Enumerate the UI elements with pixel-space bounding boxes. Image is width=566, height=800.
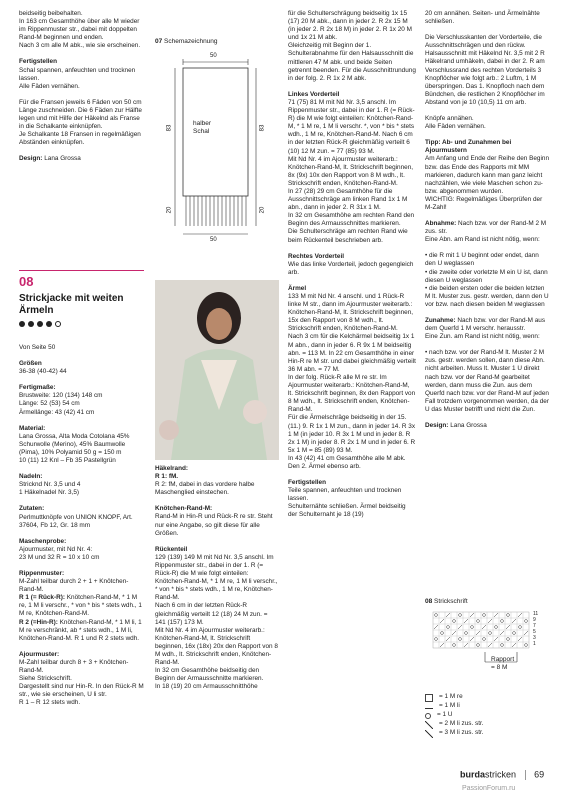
chart-row-label: 3 (533, 635, 536, 641)
rib-r2-label: R 2 (=Hin-R): (19, 618, 58, 626)
edge-r1: R 1: fM. (155, 473, 179, 481)
stitch-chart (425, 598, 550, 737)
watermark: PassionForum.ru (462, 785, 516, 792)
legend-text: = 2 M li zus. str. (439, 720, 484, 728)
pattern-title: Strickjacke mit weiten Ärmeln (19, 293, 124, 316)
left-front-text: 71 (75) 81 M mit Nd Nr. 3,5 anschl. Im Rippenmuster str., dabei in der 1. R (= Rück-R) die M wie folgt einteilen: Knötchen-Rand-M, * 1 M re, 1 M li verschr. *, von * bis * stets wdh., 1 M re, Knötchen-Rand-M. Nach 6 cm in der letzten Rück-R gleichmäßig verteilt 6 (10) 12 M zun. = 77 (85) 93 M. Mit Nd Nr. 4 im Ajourmuster weiterarb.: Knötchen-Rand-M, lt. Strickschrift beginnen, 8x (9x) 10x den Rapport von 8 M wdh., lt. Strickschrift enden, Knötchen-Rand-M. In 27 (28) 29 cm Gesamthöhe für die Ausschnittschräge am linken Rand 1x 1 M abn., dann in jeder 2. R 31x 1 M. In 32 cm Gesamthöhe am rechten Rand den Beginn des Armausschnittes markieren. Die Schulterschräge am rechten Rand wie beim Rückenteil beschrieben arb. (288, 98, 415, 244)
rapport-text: Rapport (491, 656, 515, 663)
tip-text: Am Anfang und Ende der Reihe den Beginn bzw. das Ende des Rapports mit MM markieren, dadurch kann man ganz leicht nachzählen, wie viele Maschen schon zu- bzw. abgenommen wurden. WICHTIG: Regelmäßiges Überprüfen der M-Zahl! (425, 155, 549, 211)
brand-suffix: stricken (485, 769, 517, 780)
column-3 (288, 10, 416, 528)
schema-right-fringe: 20 (259, 206, 266, 214)
bullet-item: • die R mit 1 U beginnt oder endet, dann den U weglassen (425, 252, 539, 268)
rib-text: M-Zahl teilbar durch 2 + 1 + Knötchen-Rand-M. (19, 578, 129, 594)
difficulty-rating (19, 321, 64, 330)
brand: burda (460, 769, 486, 780)
page-footer (460, 770, 544, 780)
design-name: Lana Grossa (44, 155, 81, 163)
spec-heading: Material: (19, 424, 46, 432)
spec-heading: Maschenprobe: (19, 537, 67, 545)
scarf-schematic (155, 50, 275, 250)
finish-text: Schal spannen, anfeuchten und trocknen lassen. Alle Fäden vernähen. (19, 66, 136, 90)
rib-r2-text: Knötchen-Rand-M, * 1 M li, 1 M re verschränkt, ab * stets wdh., 1 M li, Knötchen-Rand-M. R 1 und R 2 stets wdh. (19, 618, 142, 642)
chart-title: Strickschrift (434, 598, 468, 605)
spec-text: 36-38 (40-42) 44 (19, 368, 67, 376)
schema-left-height: 83 (166, 124, 173, 132)
chart-number: 08 (425, 598, 433, 605)
rapport-value: = 8 M (491, 664, 508, 672)
increase-text: Nach bzw. vor der Rand-M aus dem Querfd 1 M verschr. herausstr. Eine Zun. am Rand ist nicht nötig, wenn: (425, 317, 546, 341)
chart-row-label: 7 (533, 623, 536, 629)
spec-section (19, 505, 144, 529)
model-photo (155, 280, 279, 460)
legend-text: = 1 M re (439, 693, 463, 701)
sleeve-text: 133 M mit Nd Nr. 4 anschl. und 1 Rück-R linke M str., dann im Ajourmuster weiterarb.: Knötchen-Rand-M, lt. Strickschrift beginnen, 15x den Rapport von 8 M wdh., lt. Strickschrift enden, Knötchen-Rand-M. Nach 3 cm für die Kelchärmel beidseitig 1x 1 M abn., dann in jeder 6. R 9x 1 M beidseitig abn. = 113 M. In 22 cm Gesamthöhe in einer Hin-R re M str. und dabei gleichmäßig verteilt 36 M abn. = 77 M. In der folg. Rück-R alle M re str. Im Ajourmuster weiterarb.: Knötchen-Rand-M, lt. Strickschrift beginnen, 8x den Rapport von 8 M wdh., lt. Strickschrift enden, Knötchen-Rand-M. Für die Ärmelschräge beidseitig in der 15. (11.) 9. R 1x 1 M zun., dann in jeder 14. R 3x 1 M (in jeder 10. R 3x 1 M und in jeder 8. R 2x 1 M) in jeder 8. R 2x 1 M und in jeder 6. R 5x 1 M = 85 (89) 93 M. In 43 (42) 41 cm Gesamthöhe alle M abk. Den 2. Ärmel ebenso arb. (288, 293, 416, 470)
spec-text: Brustweite: 120 (134) 148 cm Länge: 52 (53) 54 cm Ärmellänge: 43 (42) 41 cm (19, 392, 103, 416)
legend-item (425, 729, 545, 738)
schema-top-width: 50 (210, 53, 217, 59)
schema-bottom-width: 50 (210, 237, 217, 243)
spec-text: Stricknd Nr. 3,5 und 4 1 Häkelnadel Nr. 3,5) (19, 481, 81, 497)
legend-item (425, 702, 545, 711)
difficulty-dot (46, 321, 52, 327)
circle-icon (425, 713, 431, 719)
chart-row-label: 1 (533, 641, 536, 647)
rib-r1-label: R 1 (= Rück-R): (19, 594, 65, 602)
legend-text: = 1 M li (439, 702, 460, 710)
spec-sections (19, 360, 144, 562)
spec-heading: Nadeln: (19, 473, 43, 481)
chart-grid (425, 610, 550, 690)
chevron-icon (425, 730, 433, 738)
sleeve-heading: Ärmel (288, 284, 307, 292)
footer-separator (525, 770, 526, 780)
col1-top-text: beidseitig beibehalten. In 163 cm Gesamthöhe über alle M wieder im Rippenmuster str., dabei mit doppelten Rand-M beginnen und enden. Nach 3 cm alle M abk., wie sie erscheinen. (19, 10, 141, 50)
spec-text: Ajourmuster, mit Nd Nr. 4: 23 M und 32 R = 10 x 10 cm (19, 545, 100, 561)
pattern-details (19, 344, 144, 715)
spec-section (19, 473, 144, 497)
dash-icon (425, 704, 433, 709)
tip-heading: Tipp: Ab- und Zunahmen bei Ajourmustern (425, 139, 512, 155)
edge-r2: R 2: fM, dabei in das vordere halbe Maschenglied einstechen. (155, 481, 255, 497)
back-heading: Rückenteil (155, 545, 188, 553)
finish-text-2: Teile spannen, anfeuchten und trocknen lassen. Schulternähte schließen. Ärmel beidseitig der Schulternaht je 18 (19) (288, 487, 406, 519)
chart-row-labels (533, 611, 538, 647)
schema-left-fringe: 20 (166, 206, 173, 214)
chart-row-label: 11 (533, 611, 539, 617)
increase-bullets (425, 349, 550, 414)
spec-heading: Größen (19, 360, 42, 368)
chart-legend (425, 693, 545, 738)
bullet-item: • die zweite oder vorletzte M ein U ist, dann diesen U weglassen (425, 268, 548, 284)
buttons-text: Knöpfe annähen. Alle Fäden vernähen. (425, 115, 486, 131)
section-divider (19, 270, 144, 271)
chart-row-label: 9 (533, 617, 536, 623)
rib-r1-text: Knötchen-Rand-M, * 1 M re, 1 M li verschr., * von * bis * stets wdh., 1 M re, Knötchen-Rand-M. (19, 594, 142, 618)
bullet-item: • nach bzw. vor der Rand-M lt. Muster 2 M zus. gestr. werden sollen, dann diese Abn. nicht arbeiten. Muss lt. Muster 1 U direkt nach bzw. vor der Rand-M gearbeitet werden, dann muss die Zun. aus dem Querfd nach bzw. vor der Rand-M auf jeden Fall trotzdem vorgenommen werden, da der U das Muster betrifft und nicht die Zun. (425, 349, 549, 413)
ajour-heading: Ajourmuster: (19, 650, 60, 658)
difficulty-dot-empty (55, 321, 61, 327)
col4-intro: 20 cm annähen. Seiten- und Ärmelnähte schließen. (425, 10, 540, 26)
rapport-label (491, 656, 514, 672)
chart-row-label: 5 (533, 629, 536, 635)
edge-stitch-heading: Knötchen-Rand-M: (155, 505, 213, 513)
right-front-heading: Rechtes Vorderteil (288, 252, 344, 260)
fringe-text: Für die Fransen jeweils 6 Fäden von 50 cm Länge zuschneiden. Die 6 Fäden zur Hälfte legen und mit Hilfe der Häkelnd als Franse in die Schalkante einknüpfen. Je Schalkante 18 Fransen in regelmäßigen Abständen einknüpfen. (19, 98, 142, 147)
legend-text: = 1 U (437, 711, 453, 719)
edge-heading: Häkelrand: (155, 465, 189, 472)
schema-center-label: halber Schal (193, 120, 212, 136)
legend-item (425, 711, 545, 720)
legend-item (425, 720, 545, 729)
design-name-2: Lana Grossa (450, 422, 487, 430)
spec-text: Perlmuttknöpfe von UNION KNOPF, Art. 37604, Fb 12, Gr. 18 mm (19, 513, 133, 529)
difficulty-dot (37, 321, 43, 327)
column-1 (19, 10, 144, 172)
ajour-text: M-Zahl teilbar durch 8 + 3 + Knötchen-Rand-M. Siehe Strickschrift. Dargestellt sind nur Hin-R. In den Rück-R M str., wie sie erscheinen, U li str. R 1 – R 12 stets wdh. (19, 658, 144, 707)
design-label: Design: (19, 155, 43, 163)
difficulty-dot (19, 321, 25, 327)
column-2-lower (155, 465, 279, 699)
right-front-text: Wie das linke Vorderteil, jedoch gegengleich arb. (288, 260, 414, 276)
finish-heading: Fertigstellen (19, 58, 57, 66)
design-label-2: Design: (425, 422, 449, 430)
square-icon (425, 694, 433, 702)
spec-section (19, 538, 144, 562)
spec-section (19, 425, 144, 465)
edge-stitch-text: Rand-M in Hin-R und Rück-R re str. Steht nur eine Angabe, so gilt diese für alle Größen. (155, 513, 273, 537)
bullet-item: • die beiden ersten oder die beiden letzten M lt. Muster zus. gestr. werden, dann den U vor bzw. nach diesen beiden M weglassen (425, 284, 549, 308)
spec-section (19, 360, 144, 376)
decrease-label: Abnahme: (425, 220, 457, 228)
page-number: 69 (534, 769, 545, 780)
decrease-bullets (425, 252, 550, 309)
schema-right-height: 83 (259, 124, 266, 132)
spec-text: Lana Grossa, Alta Moda Cotolana 45% Schurwolle (Merino), 45% Baumwolle (Pima), 10% Polyamid 50 g = 150 m 10 (11) 12 Knl – Fb 35 Pastellgrün (19, 432, 130, 465)
spec-section (19, 384, 144, 416)
rib-heading: Rippenmuster: (19, 569, 65, 577)
legend-item (425, 693, 545, 702)
back-text: 129 (139) 149 M mit Nd Nr. 3,5 anschl. Im Rippenmuster str., dabei in der 1. R (= Rück-R) die M wie folgt einteilen: Knötchen-Rand-M, * 1 M re, 1 M li verschr., * von * bis * stets wdh., 1 M re, Knötchen-Rand-M. Nach 6 cm in der letzten Rück-R gleichmäßig verteilt 12 (18) 24 M zun. = 141 (157) 173 M. Mit Nd Nr. 4 im Ajourmuster weiterarb.: Knötchen-Rand-M, lt. Strickschrift beginnen, 16x (18x) 20x den Rapport von 8 M wdh., lt. Strickschrift enden, Knötchen-Rand-M. In 32 cm Gesamthöhe beidseitig den Beginn der Armausschnitte markieren. In 18 (19) 20 cm Armausschnitthöhe (155, 553, 278, 691)
increase-label: Zunahme: (425, 317, 456, 324)
column-4 (425, 10, 550, 438)
edge-instructions: Die Verschlusskanten der Vorderteile, die Ausschnittschrägen und den rückw. Halsausschnitt mit Häkelnd Nr. 3,5 mit 2 R Häkelrand umhäkeln, dabei in der 2. R am Verschlussrand des rechten Vorderteils 3 Knopflöcher wie folgt arb.: 2 Luftm, 1 M überspringen. Das 1. Knopfloch nach dem Bündchen, die restlichen 2 Knopflöcher im Abstand von je 10 (10,5) 11 cm arb. (425, 34, 545, 106)
spec-heading: Fertigmaße: (19, 384, 56, 392)
finish-heading-2: Fertigstellen (288, 479, 326, 487)
pattern-number: 08 (19, 274, 34, 289)
slash-right-icon (425, 721, 433, 729)
difficulty-dot (28, 321, 34, 327)
left-front-heading: Linkes Vorderteil (288, 90, 340, 98)
col3-intro: für die Schulterschrägung beidseitig 1x 15 (17) 20 M abk., dann in jeder 2. R 2x 15 M (in jeder 2. R 2x 18 M) in jeder 2. R 1x 20 M und 1x 21 M abk. Gleichzeitig mit Beginn der 1. Schulterabnahme für den Halsausschnitt die mittleren 47 M abk. und beide Seiten getrennt beenden. Für die Ausschnittrundung in der folg. 2. R 1x 2 M abk. (288, 10, 416, 82)
legend-text: = 3 M li zus. str. (439, 729, 484, 737)
spec-heading: Zutaten: (19, 505, 45, 513)
schema-number: 07 (155, 38, 163, 45)
schema-title: Schemazeichnung (164, 38, 218, 45)
from-page: Von Seite 50 (19, 344, 56, 351)
decrease-text: Nach bzw. vor der Rand-M 2 M zus. str. Eine Abn. am Rand ist nicht nötig, wenn: (425, 220, 547, 244)
